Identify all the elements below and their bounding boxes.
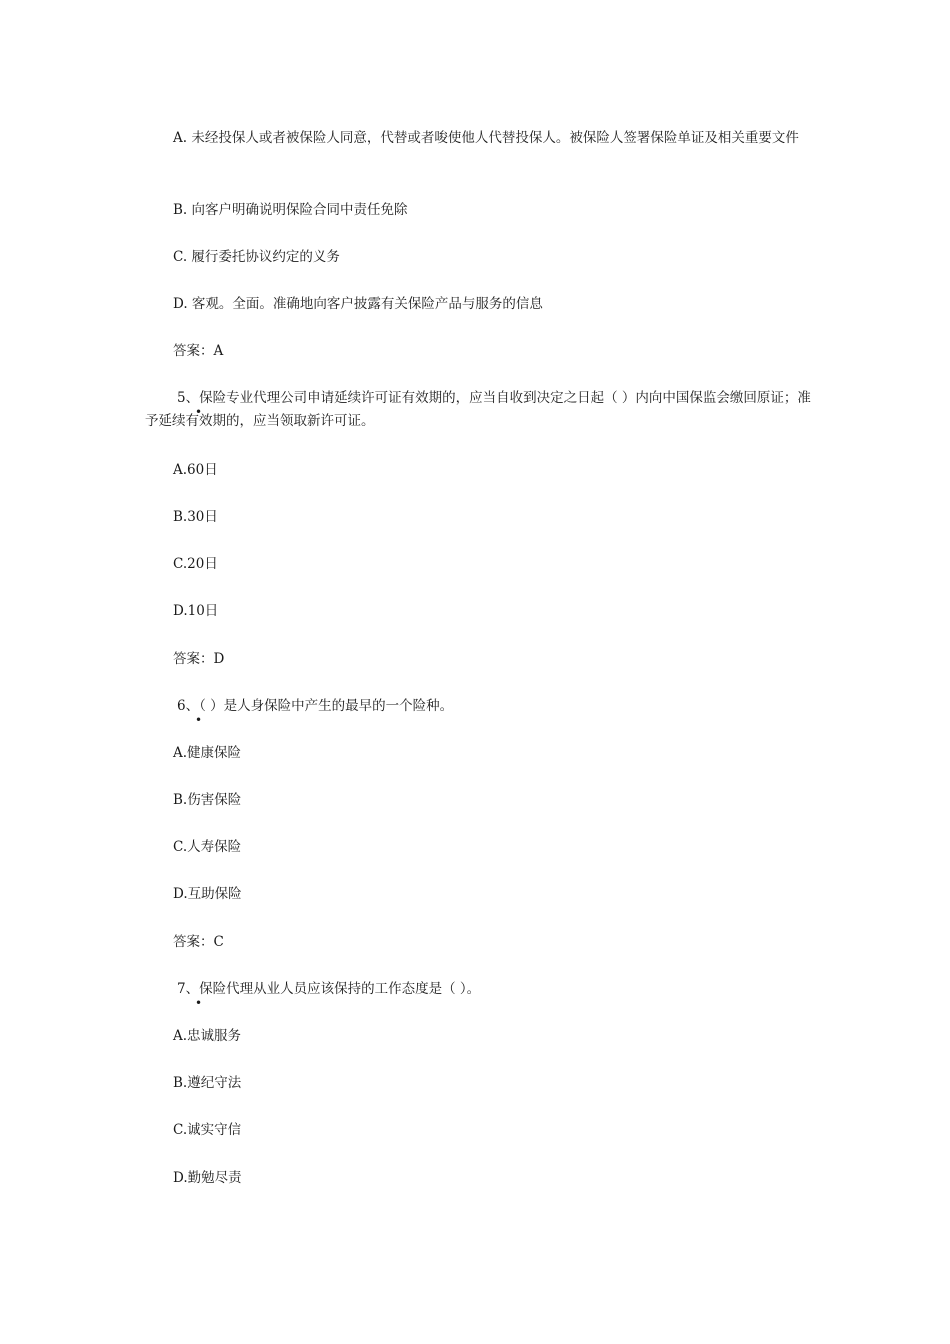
q6-option-c: C.人寿保险 xyxy=(173,839,242,855)
q7-question xyxy=(145,978,815,1001)
q6-option-b: B.伤害保险 xyxy=(173,792,242,808)
q4-option-c: C. 履行委托协议约定的义务 xyxy=(173,249,340,265)
q6-option-a: A.健康保险 xyxy=(173,745,242,761)
q4-answer: 答案：A xyxy=(173,343,224,359)
q6-question-text: 6、（ ）是人身保险中产生的最早的一个险种。 xyxy=(177,698,454,714)
q7-option-c: C.诚实守信 xyxy=(173,1122,242,1138)
q7-option-a: A.忠诚服务 xyxy=(173,1028,242,1044)
q5-question-text: 5、保险专业代理公司申请延续许可证有效期的，应当自收到决定之日起（ ）内向中国保监会缴回原证；准予延续有效期的，应当领取新许可证。 xyxy=(145,390,811,429)
q5-option-d: D.10日 xyxy=(173,603,219,619)
q7-question-text: 7、保险代理从业人员应该保持的工作态度是（ ）。 xyxy=(177,981,481,997)
q7-option-b: B.遵纪守法 xyxy=(173,1075,242,1091)
q5-option-a: A.60日 xyxy=(173,462,218,478)
q4-option-b: B. 向客户明确说明保险合同中责任免除 xyxy=(173,202,408,218)
q5-answer: 答案：D xyxy=(173,651,225,667)
q6-question xyxy=(145,695,815,718)
q5-option-c: C.20日 xyxy=(173,556,218,572)
q6-answer: 答案：C xyxy=(173,934,224,950)
q4-option-d: D. 客观。全面。准确地向客户披露有关保险产品与服务的信息 xyxy=(173,296,543,312)
q7-option-d: D.勤勉尽责 xyxy=(173,1170,242,1186)
q6-option-d: D.互助保险 xyxy=(173,886,242,902)
q4-option-a: A. 未经投保人或者被保险人同意，代替或者唆使他人代替投保人。被保险人签署保险单证及相关重要文件 xyxy=(173,130,799,146)
q5-question xyxy=(145,387,815,433)
q5-option-b: B.30日 xyxy=(173,509,218,525)
